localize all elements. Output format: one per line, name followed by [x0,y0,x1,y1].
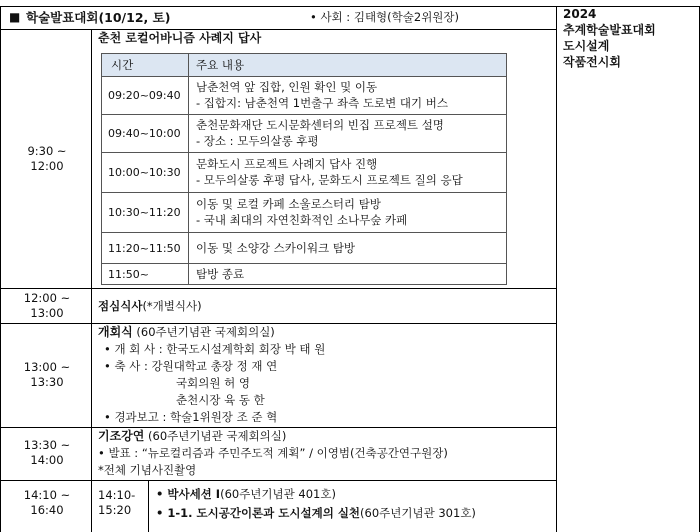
schedule-row-time: 10:30~11:20 [108,206,181,219]
schedule-divider [101,114,507,115]
schedule-border-bottom [101,284,507,285]
session-time: 14:10 ~ 16:40 [23,488,71,517]
side-title-line: 작품전시회 [563,55,621,69]
schedule-divider [101,152,507,153]
keynote-time: 13:30 ~ 14:00 [23,438,71,467]
schedule-row-content: - 모두의살롱 후평 답사, 문화도시 프로젝트 질의 응답 [196,173,463,187]
lunch-title [98,299,202,314]
table-border-left [0,6,1,532]
schedule-column-divider [188,53,189,284]
schedule-header-content: 주요 내용 [196,58,245,72]
opening-venue: (60주년기념관 국제회의실) [132,325,275,339]
lunch-time: 12:00 ~ 13:00 [23,291,71,320]
schedule-row-content: 춘천문화재단 도시문화센터의 빈집 프로젝트 설명 [196,118,444,132]
keynote-line: • 발표 : “뉴로컬리즘과 주민주도적 계획” / 이영범(건축공간연구원장) [98,446,448,460]
schedule-border-left [101,53,102,284]
opening-label: 개회식 [98,325,133,339]
schedule-row-content: - 집합지: 남춘천역 1번출구 좌측 도로변 대기 버스 [196,96,448,110]
schedule-row-content: - 국내 최대의 자연친화적인 소나무숲 카페 [196,213,408,227]
opening-line: 춘천시장 육 동 한 [176,393,265,407]
schedule-divider [101,76,507,77]
keynote-title [98,429,286,444]
row-divider [0,427,556,428]
opening-time: 13:00 ~ 13:30 [23,360,71,389]
time-column-divider [91,29,92,532]
schedule-row-content: 문화도시 프로젝트 사례지 답사 진행 [196,157,378,171]
side-title-line: 도시설계 [563,39,610,53]
session-subcolumn-divider [148,480,149,532]
session-item-title: • 1-1. 도시공간이론과 도시설계의 실천 [156,506,361,520]
page-title: 학술발표대회(10/12, 토) [26,10,171,25]
schedule-row-content: 이동 및 로컬 카페 소울로스터리 탐방 [196,197,381,211]
session-item-venue: (60주년기념관 401호) [220,487,336,501]
row-divider [0,323,556,324]
opening-line: • 개 회 사 : 한국도시설계학회 회장 박 태 원 [104,342,326,356]
header-divider [0,29,556,30]
lunch-note: (*개별식사) [142,299,202,313]
session-item-venue: (60주년기념관 301호) [360,506,476,520]
schedule-row-time: 09:40~10:00 [108,127,181,140]
schedule-border-right [506,53,507,284]
header-square-icon: ■ [9,10,21,24]
schedule-header-time: 시간 [111,58,134,72]
opening-line: 국회의원 허 영 [176,376,250,390]
opening-title [98,325,275,340]
schedule-row-content: 이동 및 소양강 스카이워크 탐방 [196,241,356,255]
schedule-row-content: - 장소 : 모두의살롱 후평 [196,134,319,148]
opening-line: • 경과보고 : 학술1위원장 조 준 혁 [104,410,278,424]
schedule-row-content: 남춘천역 앞 집합, 인원 확인 및 이동 [196,80,378,94]
schedule-row-content: 탐방 종료 [196,267,245,281]
schedule-divider [101,192,507,193]
moderator: • 사회 : 김태형(학술2위원장) [310,10,460,24]
row-divider [0,480,556,481]
schedule-divider [101,232,507,233]
schedule-row-time: 11:20~11:50 [108,242,181,255]
tour-time: 9:30 ~ 12:00 [27,144,67,173]
side-title-line: 추계학술발표대회 [563,23,656,37]
schedule-divider [101,263,507,264]
keynote-venue: (60주년기념관 국제회의실) [144,429,287,443]
session-item-title: • 박사세션 I [156,487,221,501]
schedule-row-time: 09:20~09:40 [108,89,181,102]
opening-line: • 축 사 : 강원대학교 총장 정 재 연 [104,359,278,373]
tour-title: 춘천 로컬어바니즘 사례지 답사 [98,31,262,45]
row-divider [0,288,556,289]
schedule-row-time: 10:00~10:30 [108,166,181,179]
side-title-line: 2024 [563,7,597,21]
session-item [156,506,476,521]
schedule-border-top [101,53,507,54]
keynote-line: *전체 기념사진촬영 [98,463,197,477]
side-column-divider [556,6,557,532]
lunch-label: 점심식사 [98,299,143,313]
keynote-label: 기조강연 [98,429,145,443]
schedule-header-row [101,54,507,76]
session-subtime: 14:10- 15:20 [98,488,136,517]
session-item [156,487,336,502]
schedule-row-time: 11:50~ [108,268,149,281]
